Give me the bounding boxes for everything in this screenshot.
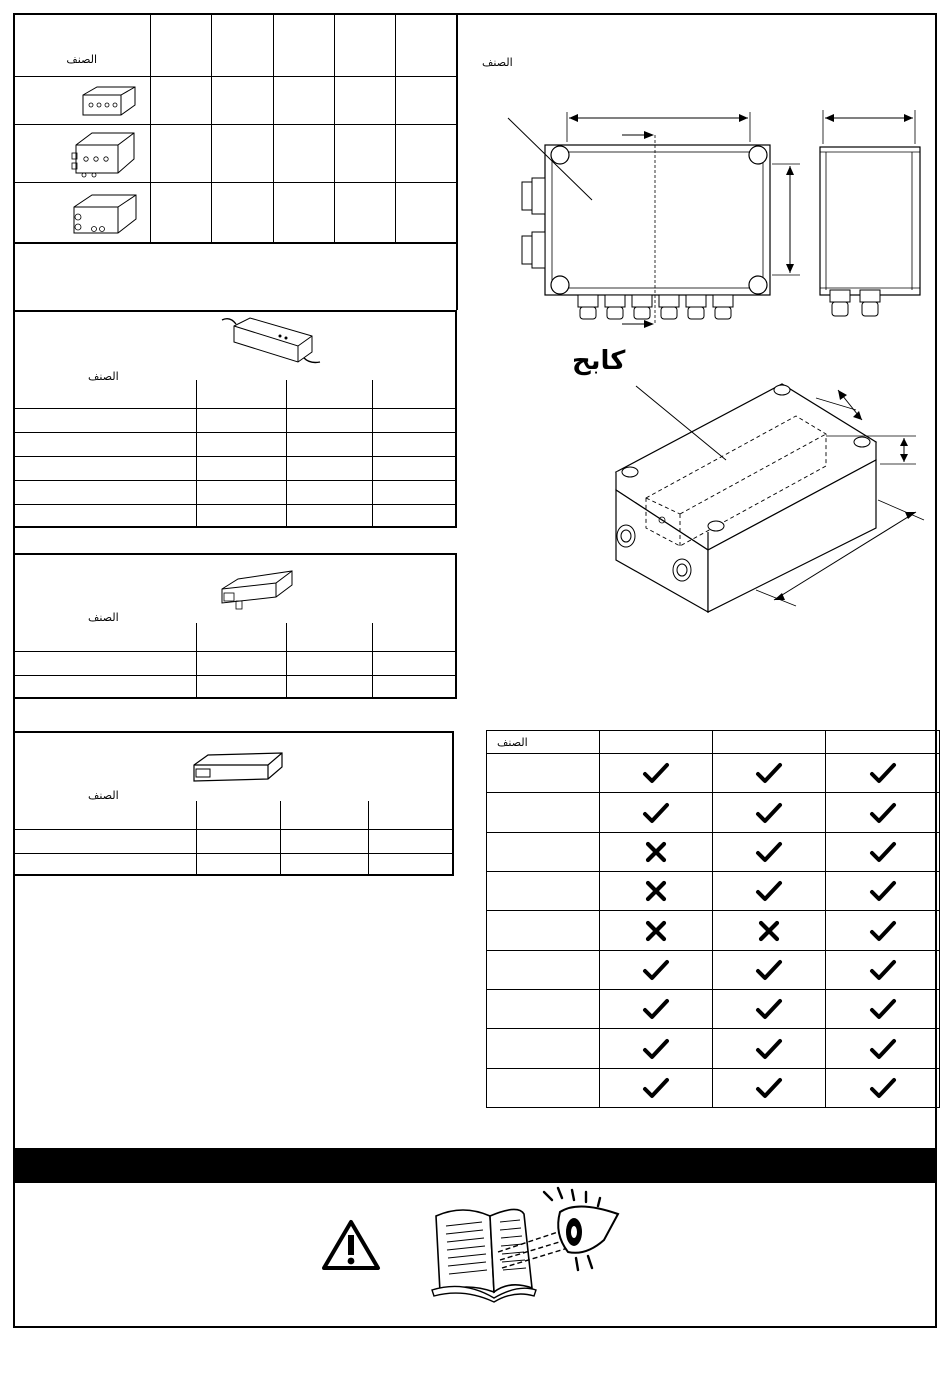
table-cell (334, 182, 395, 243)
table-cell (395, 124, 457, 182)
box-image-cell (14, 124, 150, 182)
led-driver-image (220, 314, 320, 374)
table-bottom-rule (14, 242, 457, 244)
check-icon (826, 990, 939, 1028)
cross-icon (600, 833, 712, 871)
row-rule (14, 829, 452, 830)
compat-cell (713, 950, 826, 989)
cross-icon (600, 872, 712, 910)
table-cell (150, 76, 211, 124)
compat-cell (600, 872, 713, 911)
column-divider (196, 801, 197, 876)
table-cell (150, 182, 211, 243)
transformer-image (218, 567, 298, 613)
table-cell (211, 124, 273, 182)
type-label: الصنف (88, 789, 119, 802)
column-divider (286, 380, 287, 528)
check-icon (600, 990, 712, 1028)
table-row (487, 872, 940, 911)
table-row (487, 950, 940, 989)
electronic-ballast-image (190, 745, 286, 791)
driver-table-1 (14, 310, 457, 528)
junction-box-medium-image (72, 129, 138, 179)
compat-cell (713, 990, 826, 1029)
table-cell (211, 76, 273, 124)
row-label-cell (487, 793, 600, 832)
check-icon (826, 1029, 939, 1067)
box-image-cell (14, 76, 150, 124)
junction-box-table (14, 14, 457, 244)
check-icon (826, 833, 939, 871)
type-label: الصنف (497, 735, 528, 749)
cross-icon (600, 911, 712, 949)
enclosure-isometric-drawing (606, 380, 936, 630)
table-row (487, 832, 940, 871)
compat-cell (600, 950, 713, 989)
row-rule (14, 675, 455, 676)
row-label-cell (487, 832, 600, 871)
enclosure-technical-drawing (500, 100, 940, 320)
compat-cell (600, 1068, 713, 1107)
compat-cell (713, 1068, 826, 1107)
type-label: الصنف (66, 52, 98, 66)
header-cell (713, 731, 826, 754)
row-rule (14, 432, 455, 433)
junction-box-small-image (79, 83, 139, 119)
header-cell (600, 731, 713, 754)
row-label-cell (487, 911, 600, 950)
check-icon (826, 951, 939, 989)
column-divider (372, 380, 373, 528)
check-icon (713, 872, 825, 910)
compat-cell (826, 990, 940, 1029)
column-divider (286, 623, 287, 699)
column-divider (196, 380, 197, 528)
table-cell (273, 76, 334, 124)
header-cell (211, 14, 273, 76)
table-row (487, 1068, 940, 1107)
compat-cell (826, 911, 940, 950)
table-cell (273, 124, 334, 182)
check-icon (600, 1029, 712, 1067)
row-label-cell (487, 872, 600, 911)
compat-cell (600, 793, 713, 832)
check-icon (600, 754, 712, 792)
row-rule (14, 408, 455, 409)
table-cell (273, 182, 334, 243)
type-label: الصنف (88, 370, 119, 383)
header-cell (826, 731, 940, 754)
compatibility-table (486, 730, 940, 1108)
check-icon (826, 793, 939, 831)
check-icon (826, 872, 939, 910)
column-divider (372, 623, 373, 699)
column-divider (456, 14, 458, 310)
table-row (487, 911, 940, 950)
row-rule (14, 456, 455, 457)
row-label-cell (487, 1029, 600, 1068)
check-icon (713, 754, 825, 792)
driver-table-3 (14, 731, 454, 876)
header-cell (395, 14, 457, 76)
table-cell (395, 182, 457, 243)
row-label-cell (487, 1068, 600, 1107)
type-header-cell (14, 14, 150, 76)
check-icon (713, 1069, 825, 1107)
type-header-cell (487, 731, 600, 754)
compat-cell (713, 872, 826, 911)
table-row (487, 793, 940, 832)
compat-cell (600, 990, 713, 1029)
check-icon (600, 793, 712, 831)
row-rule (14, 853, 452, 854)
row-rule (14, 651, 455, 652)
warning-banner (13, 1148, 937, 1183)
check-icon (600, 951, 712, 989)
type-label: الصنف (482, 56, 513, 69)
check-icon (713, 1029, 825, 1067)
header-cell (334, 14, 395, 76)
cabinet-heading: كابح (572, 346, 626, 376)
table-cell (395, 76, 457, 124)
row-label-cell (487, 990, 600, 1029)
compat-cell (600, 911, 713, 950)
compat-cell (713, 793, 826, 832)
check-icon (713, 793, 825, 831)
table-cell (211, 182, 273, 243)
compat-cell (600, 1029, 713, 1068)
column-divider (280, 801, 281, 876)
row-label-cell (487, 950, 600, 989)
compat-cell (826, 950, 940, 989)
box-image-cell (14, 182, 150, 243)
compat-cell (826, 793, 940, 832)
check-icon (713, 951, 825, 989)
driver-table-2 (14, 553, 457, 699)
compat-cell (826, 832, 940, 871)
column-divider (368, 801, 369, 876)
check-icon (713, 833, 825, 871)
compat-cell (713, 1029, 826, 1068)
cross-icon (713, 911, 825, 949)
compat-cell (826, 872, 940, 911)
check-icon (826, 911, 939, 949)
compat-cell (713, 832, 826, 871)
compat-cell (600, 832, 713, 871)
junction-box-large-image (70, 189, 140, 239)
compat-cell (600, 754, 713, 793)
row-rule (14, 480, 455, 481)
check-icon (600, 1069, 712, 1107)
table-row (487, 990, 940, 1029)
read-manual-icon (428, 1186, 628, 1306)
type-label: الصنف (88, 611, 119, 624)
row-rule (14, 504, 455, 505)
warning-icon (320, 1218, 382, 1272)
compat-cell (826, 754, 940, 793)
header-cell (273, 14, 334, 76)
row-label-cell (487, 754, 600, 793)
table-row (487, 1029, 940, 1068)
compat-cell (713, 754, 826, 793)
compat-cell (713, 911, 826, 950)
table-cell (150, 124, 211, 182)
column-divider (196, 623, 197, 699)
check-icon (713, 990, 825, 1028)
table-row (487, 754, 940, 793)
compat-cell (826, 1068, 940, 1107)
table-cell (334, 124, 395, 182)
table-cell (334, 76, 395, 124)
header-cell (150, 14, 211, 76)
check-icon (826, 754, 939, 792)
compat-cell (826, 1029, 940, 1068)
check-icon (826, 1069, 939, 1107)
